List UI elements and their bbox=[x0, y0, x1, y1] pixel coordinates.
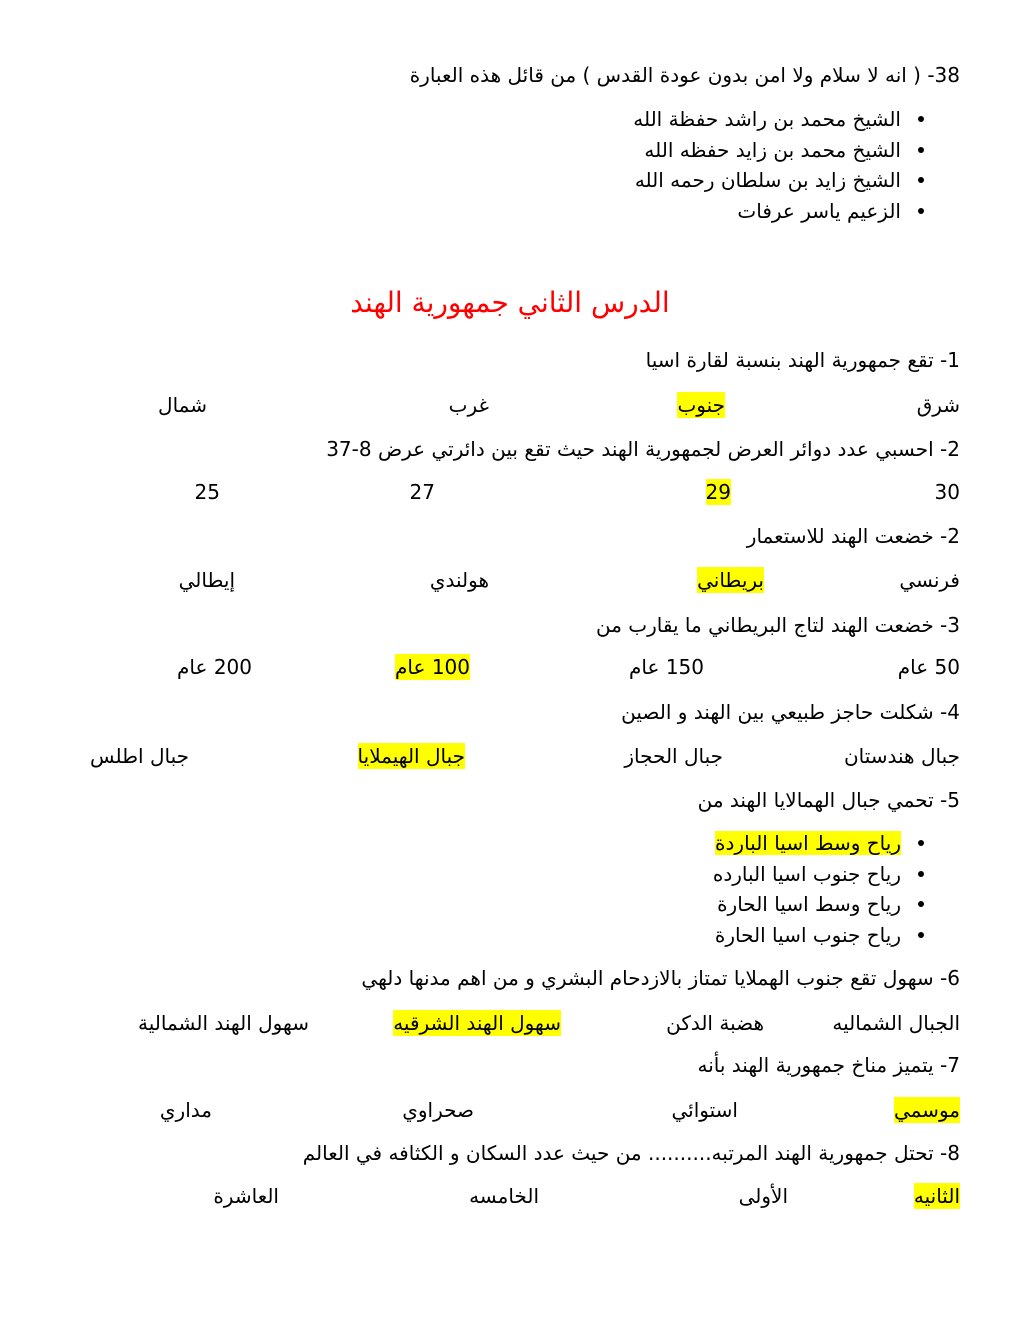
option-answer: 29 bbox=[705, 480, 731, 504]
option: 30 bbox=[934, 480, 960, 504]
option: الخامسه bbox=[469, 1184, 539, 1208]
question: 2- خضعت الهند للاستعمار bbox=[746, 524, 960, 548]
q5-option: رياح جنوب اسيا الحارة bbox=[713, 920, 924, 951]
option-answer: الثانيه bbox=[913, 1184, 960, 1208]
option: 200 عام bbox=[177, 655, 252, 679]
bullet-icon bbox=[918, 177, 924, 183]
option: 50 عام bbox=[897, 655, 960, 679]
option-answer: سهول الهند الشرقيه bbox=[393, 1011, 561, 1035]
bullet-icon bbox=[918, 901, 924, 907]
question: 8- تحتل جمهورية الهند المرتبه.......... من حيث عدد السكان و الكثافه في العالم bbox=[302, 1141, 960, 1165]
option: هضبة الدكن bbox=[666, 1011, 764, 1035]
option: جبال هندستان bbox=[843, 744, 960, 768]
option: العاشرة bbox=[213, 1184, 279, 1208]
option: جبال اطلس bbox=[90, 744, 189, 768]
option: شمال bbox=[158, 393, 207, 417]
bullet-icon bbox=[918, 840, 924, 846]
option: سهول الهند الشمالية bbox=[138, 1011, 309, 1035]
bullet-icon bbox=[918, 208, 924, 214]
option: 150 عام bbox=[629, 655, 704, 679]
q5-options bbox=[713, 828, 924, 950]
option: هولندي bbox=[429, 568, 489, 592]
option: صحراوي bbox=[402, 1098, 474, 1122]
question-38: 38- ( انه لا سلام ولا امن بدون عودة القدس ) من قائل هذه العبارة bbox=[409, 63, 960, 87]
bullet-icon bbox=[918, 932, 924, 938]
option-answer: رياح وسط اسيا الباردة bbox=[715, 831, 901, 855]
option: غرب bbox=[448, 393, 489, 417]
option-answer: موسمي bbox=[893, 1098, 960, 1122]
question: 1- تقع جمهورية الهند بنسبة لقارة اسيا bbox=[645, 348, 960, 372]
option-answer: جنوب bbox=[677, 393, 725, 417]
option-answer: بريطاني bbox=[697, 568, 764, 592]
q5-option bbox=[713, 828, 924, 859]
option: إيطالي bbox=[178, 568, 235, 592]
q38-options bbox=[633, 104, 924, 226]
q5-option: رياح وسط اسيا الحارة bbox=[713, 889, 924, 920]
q5-option: رياح جنوب اسيا البارده bbox=[713, 859, 924, 890]
option: 27 bbox=[409, 480, 435, 504]
q38-option: الشيخ محمد بن زايد حفظه الله bbox=[633, 135, 924, 166]
question: 4- شكلت حاجز طبيعي بين الهند و الصين bbox=[621, 700, 960, 724]
option: شرق bbox=[916, 393, 960, 417]
bullet-icon bbox=[918, 147, 924, 153]
option: 25 bbox=[194, 480, 220, 504]
option-answer: جبال الهيملايا bbox=[357, 744, 465, 768]
question: 6- سهول تقع جنوب الهملايا تمتاز بالازدحام البشري و من اهم مدنها دلهي bbox=[361, 966, 960, 990]
question: 7- يتميز مناخ جمهورية الهند بأنه bbox=[697, 1053, 960, 1077]
option: الأولى bbox=[738, 1184, 788, 1208]
question-5: 5- تحمي جبال الهمالايا الهند من bbox=[697, 788, 960, 812]
q38-option: الزعيم ياسر عرفات bbox=[633, 196, 924, 227]
option: مداري bbox=[159, 1098, 212, 1122]
q38-option: الشيخ محمد بن راشد حفظة الله bbox=[633, 104, 924, 135]
option: الجبال الشماليه bbox=[832, 1011, 960, 1035]
q38-option: الشيخ زايد بن سلطان رحمه الله bbox=[633, 165, 924, 196]
question: 2- احسبي عدد دوائر العرض لجمهورية الهند حيث تقع بين دائرتي عرض 8-37 bbox=[326, 437, 960, 461]
option: جبال الحجاز bbox=[624, 744, 723, 768]
option: استوائي bbox=[671, 1098, 738, 1122]
option: فرنسي bbox=[899, 568, 960, 592]
option-answer: 100 عام bbox=[395, 655, 470, 679]
question: 3- خضعت الهند لتاج البريطاني ما يقارب من bbox=[595, 613, 960, 637]
lesson-title: الدرس الثاني جمهورية الهند bbox=[350, 286, 670, 319]
bullet-icon bbox=[918, 871, 924, 877]
bullet-icon bbox=[918, 116, 924, 122]
